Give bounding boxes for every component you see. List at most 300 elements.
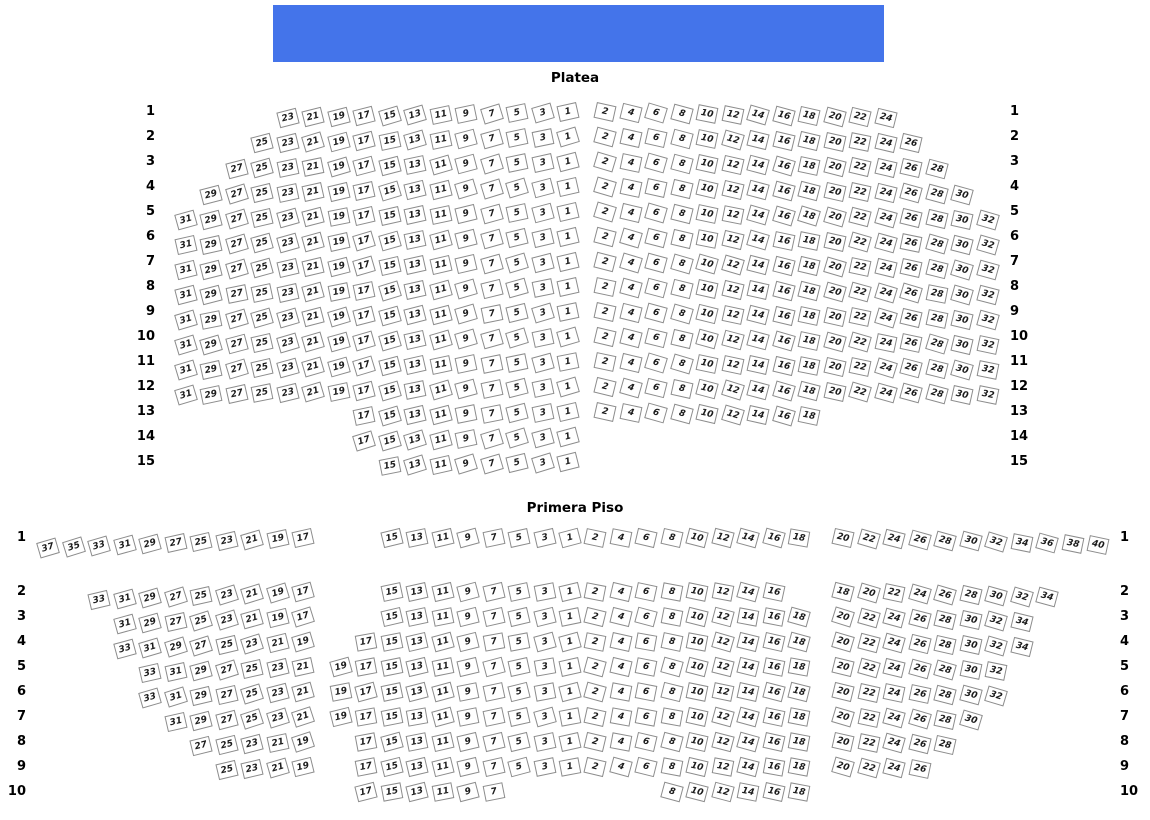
seat[interactable]: 8 bbox=[660, 528, 683, 548]
seat[interactable]: 26 bbox=[908, 609, 931, 630]
seat[interactable]: 1 bbox=[556, 327, 580, 348]
seat[interactable]: 29 bbox=[199, 284, 222, 304]
seat[interactable]: 4 bbox=[619, 227, 643, 248]
seat[interactable]: 10 bbox=[686, 632, 709, 651]
seat[interactable]: 32 bbox=[984, 636, 1008, 657]
seat[interactable]: 9 bbox=[456, 657, 479, 677]
seat[interactable]: 22 bbox=[849, 357, 872, 377]
seat[interactable]: 16 bbox=[772, 255, 795, 275]
seat[interactable]: 18 bbox=[797, 131, 820, 151]
seat[interactable]: 13 bbox=[405, 632, 428, 652]
seat[interactable]: 17 bbox=[291, 582, 315, 603]
seat[interactable]: 4 bbox=[619, 202, 642, 222]
seat[interactable]: 4 bbox=[619, 128, 642, 148]
seat[interactable]: 29 bbox=[138, 534, 162, 555]
seat[interactable]: 30 bbox=[959, 685, 982, 706]
seat[interactable]: 32 bbox=[984, 611, 1008, 632]
seat[interactable]: 5 bbox=[505, 178, 529, 199]
seat[interactable]: 11 bbox=[429, 279, 453, 300]
seat[interactable]: 13 bbox=[403, 105, 427, 126]
seat[interactable]: 4 bbox=[619, 352, 642, 372]
seat[interactable]: 33 bbox=[113, 639, 136, 660]
seat[interactable]: 13 bbox=[403, 330, 426, 350]
seat[interactable]: 9 bbox=[456, 782, 479, 802]
seat[interactable]: 9 bbox=[455, 104, 478, 124]
seat[interactable]: 10 bbox=[686, 707, 709, 727]
seat[interactable]: 28 bbox=[925, 159, 948, 180]
seat[interactable]: 21 bbox=[301, 182, 324, 202]
seat[interactable]: 21 bbox=[266, 758, 290, 779]
seat[interactable]: 29 bbox=[199, 184, 222, 205]
seat[interactable]: 24 bbox=[874, 357, 898, 378]
seat[interactable]: 22 bbox=[849, 182, 872, 202]
seat[interactable]: 10 bbox=[696, 104, 719, 124]
seat[interactable]: 19 bbox=[327, 331, 351, 352]
seat[interactable]: 21 bbox=[301, 307, 324, 328]
seat[interactable]: 14 bbox=[746, 155, 769, 176]
seat[interactable]: 20 bbox=[823, 182, 846, 202]
seat[interactable]: 15 bbox=[380, 782, 403, 801]
seat[interactable]: 21 bbox=[301, 132, 325, 153]
seat[interactable]: 32 bbox=[976, 235, 1000, 256]
seat[interactable]: 1 bbox=[556, 252, 579, 272]
seat[interactable]: 30 bbox=[950, 334, 973, 354]
seat[interactable]: 30 bbox=[959, 610, 982, 630]
seat[interactable]: 21 bbox=[301, 382, 325, 403]
seat[interactable]: 22 bbox=[849, 132, 872, 152]
seat[interactable]: 28 bbox=[925, 209, 948, 229]
seat[interactable]: 3 bbox=[533, 732, 556, 752]
seat[interactable]: 16 bbox=[772, 205, 796, 226]
seat[interactable]: 16 bbox=[772, 180, 795, 201]
seat[interactable]: 9 bbox=[454, 129, 477, 150]
seat[interactable]: 13 bbox=[403, 280, 426, 300]
seat[interactable]: 28 bbox=[933, 635, 956, 655]
seat[interactable]: 18 bbox=[797, 281, 820, 301]
seat[interactable]: 5 bbox=[506, 353, 529, 373]
seat[interactable]: 27 bbox=[225, 208, 249, 229]
seat[interactable]: 17 bbox=[352, 356, 376, 377]
seat[interactable]: 22 bbox=[883, 583, 906, 603]
seat[interactable]: 9 bbox=[454, 279, 478, 300]
seat[interactable]: 25 bbox=[250, 333, 273, 353]
seat[interactable]: 2 bbox=[593, 151, 617, 172]
seat[interactable]: 7 bbox=[480, 428, 504, 449]
seat[interactable]: 16 bbox=[772, 330, 796, 351]
seat[interactable]: 19 bbox=[327, 131, 350, 152]
seat[interactable]: 31 bbox=[113, 535, 137, 556]
seat[interactable]: 28 bbox=[933, 735, 956, 755]
seat[interactable]: 6 bbox=[644, 328, 667, 348]
seat[interactable]: 8 bbox=[660, 582, 683, 601]
seat[interactable]: 23 bbox=[276, 158, 299, 178]
seat[interactable]: 23 bbox=[276, 232, 300, 253]
seat[interactable]: 20 bbox=[831, 706, 855, 727]
seat[interactable]: 5 bbox=[506, 153, 529, 173]
seat[interactable]: 30 bbox=[950, 210, 973, 230]
seat[interactable]: 21 bbox=[266, 633, 289, 653]
seat[interactable]: 20 bbox=[823, 232, 846, 252]
seat[interactable]: 6 bbox=[644, 103, 668, 124]
seat[interactable]: 22 bbox=[857, 528, 881, 549]
seat[interactable]: 25 bbox=[251, 283, 274, 303]
seat[interactable]: 7 bbox=[482, 657, 505, 678]
seat[interactable]: 2 bbox=[583, 657, 606, 678]
seat[interactable]: 7 bbox=[480, 404, 503, 424]
seat[interactable]: 14 bbox=[736, 732, 760, 753]
seat[interactable]: 10 bbox=[685, 732, 708, 752]
seat[interactable]: 25 bbox=[240, 708, 264, 729]
seat[interactable]: 26 bbox=[908, 734, 931, 754]
seat[interactable]: 28 bbox=[925, 284, 948, 304]
seat[interactable]: 15 bbox=[380, 528, 403, 548]
seat[interactable]: 32 bbox=[1010, 586, 1034, 607]
seat[interactable]: 16 bbox=[772, 231, 795, 251]
seat[interactable]: 27 bbox=[164, 533, 187, 553]
seat[interactable]: 9 bbox=[454, 304, 478, 325]
seat[interactable]: 6 bbox=[635, 657, 658, 677]
seat[interactable]: 7 bbox=[482, 732, 505, 752]
seat[interactable]: 1 bbox=[556, 102, 579, 122]
seat[interactable]: 2 bbox=[594, 277, 617, 297]
seat[interactable]: 1 bbox=[556, 402, 579, 422]
seat[interactable]: 4 bbox=[619, 327, 642, 347]
seat[interactable]: 25 bbox=[250, 208, 273, 228]
seat[interactable]: 21 bbox=[292, 657, 315, 677]
seat[interactable]: 30 bbox=[950, 184, 974, 205]
seat[interactable]: 24 bbox=[908, 584, 932, 605]
seat[interactable]: 11 bbox=[431, 732, 454, 752]
seat[interactable]: 18 bbox=[798, 306, 821, 326]
seat[interactable]: 27 bbox=[225, 233, 249, 254]
seat[interactable]: 5 bbox=[505, 453, 528, 473]
seat[interactable]: 24 bbox=[874, 282, 898, 303]
seat[interactable]: 1 bbox=[556, 452, 579, 472]
seat[interactable]: 27 bbox=[189, 635, 213, 656]
seat[interactable]: 14 bbox=[736, 632, 759, 652]
seat[interactable]: 1 bbox=[557, 302, 580, 322]
seat[interactable]: 28 bbox=[925, 259, 948, 279]
seat[interactable]: 1 bbox=[556, 202, 579, 222]
seat[interactable]: 7 bbox=[482, 757, 505, 777]
seat[interactable]: 10 bbox=[695, 254, 719, 275]
seat[interactable]: 18 bbox=[788, 707, 811, 727]
seat[interactable]: 9 bbox=[457, 707, 480, 727]
seat[interactable]: 8 bbox=[660, 632, 683, 652]
seat[interactable]: 34 bbox=[1010, 533, 1033, 553]
seat[interactable]: 4 bbox=[619, 102, 642, 122]
seat[interactable]: 1 bbox=[559, 607, 582, 627]
seat[interactable]: 28 bbox=[925, 184, 948, 205]
seat[interactable]: 19 bbox=[329, 657, 353, 678]
seat[interactable]: 27 bbox=[215, 659, 239, 680]
seat[interactable]: 14 bbox=[746, 180, 769, 201]
seat[interactable]: 19 bbox=[266, 608, 289, 628]
seat[interactable]: 25 bbox=[251, 384, 274, 404]
seat[interactable]: 1 bbox=[556, 227, 579, 247]
seat[interactable]: 4 bbox=[609, 657, 632, 677]
seat[interactable]: 9 bbox=[456, 528, 480, 549]
seat[interactable]: 15 bbox=[378, 380, 402, 401]
seat[interactable]: 18 bbox=[798, 356, 821, 376]
seat[interactable]: 11 bbox=[429, 429, 452, 450]
seat[interactable]: 3 bbox=[533, 757, 556, 777]
seat[interactable]: 10 bbox=[696, 229, 719, 249]
seat[interactable]: 1 bbox=[556, 427, 579, 448]
seat[interactable]: 15 bbox=[378, 230, 402, 251]
seat[interactable]: 12 bbox=[711, 528, 734, 548]
seat[interactable]: 5 bbox=[507, 707, 530, 727]
seat[interactable]: 24 bbox=[882, 529, 905, 550]
seat[interactable]: 37 bbox=[36, 537, 60, 558]
seat[interactable]: 1 bbox=[557, 352, 580, 372]
seat[interactable]: 12 bbox=[721, 280, 744, 300]
seat[interactable]: 7 bbox=[480, 328, 504, 349]
seat[interactable]: 23 bbox=[276, 133, 299, 153]
seat[interactable]: 2 bbox=[584, 582, 607, 602]
seat[interactable]: 5 bbox=[505, 428, 529, 449]
seat[interactable]: 6 bbox=[634, 732, 657, 752]
seat[interactable]: 3 bbox=[533, 657, 555, 676]
seat[interactable]: 13 bbox=[403, 455, 427, 476]
seat[interactable]: 31 bbox=[174, 235, 197, 255]
seat[interactable]: 31 bbox=[138, 637, 162, 658]
seat[interactable]: 18 bbox=[797, 256, 820, 276]
seat[interactable]: 6 bbox=[644, 128, 667, 148]
seat[interactable]: 11 bbox=[429, 379, 453, 400]
seat[interactable]: 25 bbox=[250, 133, 273, 154]
seat[interactable]: 18 bbox=[787, 607, 811, 628]
seat[interactable]: 11 bbox=[429, 105, 452, 125]
seat[interactable]: 15 bbox=[380, 732, 404, 753]
seat[interactable]: 11 bbox=[431, 757, 454, 777]
seat[interactable]: 25 bbox=[189, 532, 212, 552]
seat[interactable]: 10 bbox=[695, 179, 718, 199]
seat[interactable]: 20 bbox=[823, 157, 846, 177]
seat[interactable]: 28 bbox=[959, 585, 982, 605]
seat[interactable]: 20 bbox=[823, 357, 846, 377]
seat[interactable]: 19 bbox=[327, 382, 350, 402]
seat[interactable]: 26 bbox=[908, 759, 931, 779]
seat[interactable]: 2 bbox=[583, 682, 607, 703]
seat[interactable]: 11 bbox=[429, 404, 452, 425]
seat[interactable]: 5 bbox=[506, 103, 529, 123]
seat[interactable]: 6 bbox=[634, 757, 657, 777]
seat[interactable]: 33 bbox=[138, 687, 162, 708]
seat[interactable]: 23 bbox=[240, 633, 264, 654]
seat[interactable]: 21 bbox=[240, 530, 264, 551]
seat[interactable]: 4 bbox=[619, 377, 643, 398]
seat[interactable]: 17 bbox=[353, 181, 376, 201]
seat[interactable]: 8 bbox=[660, 782, 683, 803]
seat[interactable]: 28 bbox=[925, 359, 948, 379]
seat[interactable]: 25 bbox=[250, 158, 274, 179]
seat[interactable]: 20 bbox=[823, 256, 847, 277]
seat[interactable]: 19 bbox=[329, 707, 352, 727]
seat[interactable]: 10 bbox=[696, 204, 719, 224]
seat[interactable]: 22 bbox=[848, 282, 872, 303]
seat[interactable]: 3 bbox=[531, 403, 554, 423]
seat[interactable]: 33 bbox=[138, 663, 161, 683]
seat[interactable]: 17 bbox=[354, 682, 377, 703]
seat[interactable]: 11 bbox=[429, 355, 452, 375]
seat[interactable]: 12 bbox=[711, 632, 735, 653]
seat[interactable]: 3 bbox=[531, 352, 554, 373]
seat[interactable]: 4 bbox=[619, 252, 643, 273]
seat[interactable]: 23 bbox=[266, 658, 289, 678]
seat[interactable]: 30 bbox=[950, 259, 974, 280]
seat[interactable]: 3 bbox=[533, 528, 556, 548]
seat[interactable]: 23 bbox=[276, 383, 299, 403]
seat[interactable]: 12 bbox=[721, 355, 744, 375]
seat[interactable]: 17 bbox=[352, 306, 375, 326]
seat[interactable]: 30 bbox=[959, 660, 982, 680]
seat[interactable]: 4 bbox=[609, 707, 632, 726]
seat[interactable]: 29 bbox=[199, 209, 222, 229]
seat[interactable]: 16 bbox=[762, 632, 785, 652]
seat[interactable]: 8 bbox=[670, 128, 693, 149]
seat[interactable]: 29 bbox=[189, 686, 212, 706]
seat[interactable]: 9 bbox=[455, 354, 478, 374]
seat[interactable]: 19 bbox=[327, 356, 351, 377]
seat[interactable]: 18 bbox=[788, 782, 811, 801]
seat[interactable]: 7 bbox=[482, 607, 505, 627]
seat[interactable]: 16 bbox=[772, 131, 795, 151]
seat[interactable]: 13 bbox=[403, 130, 427, 151]
seat[interactable]: 5 bbox=[505, 253, 529, 274]
seat[interactable]: 2 bbox=[583, 757, 606, 777]
seat[interactable]: 16 bbox=[772, 380, 796, 401]
seat[interactable]: 25 bbox=[215, 635, 238, 655]
seat[interactable]: 22 bbox=[857, 632, 880, 653]
seat[interactable]: 23 bbox=[276, 258, 299, 278]
seat[interactable]: 10 bbox=[685, 657, 708, 677]
seat[interactable]: 20 bbox=[823, 307, 846, 327]
seat[interactable]: 12 bbox=[711, 657, 734, 677]
seat[interactable]: 3 bbox=[531, 202, 554, 223]
seat[interactable]: 8 bbox=[670, 278, 693, 298]
seat[interactable]: 9 bbox=[454, 179, 478, 200]
seat[interactable]: 14 bbox=[746, 205, 770, 226]
seat[interactable]: 10 bbox=[695, 379, 718, 400]
seat[interactable]: 13 bbox=[403, 355, 426, 375]
seat[interactable]: 33 bbox=[87, 590, 110, 610]
seat[interactable]: 15 bbox=[378, 131, 401, 151]
seat[interactable]: 17 bbox=[352, 231, 376, 252]
seat[interactable]: 22 bbox=[848, 107, 871, 127]
seat[interactable]: 7 bbox=[480, 453, 504, 474]
seat[interactable]: 3 bbox=[533, 632, 556, 653]
seat[interactable]: 25 bbox=[250, 358, 273, 378]
seat[interactable]: 40 bbox=[1087, 535, 1110, 555]
seat[interactable]: 14 bbox=[746, 305, 769, 325]
seat[interactable]: 15 bbox=[380, 632, 403, 652]
seat[interactable]: 8 bbox=[670, 103, 693, 124]
seat[interactable]: 21 bbox=[301, 357, 325, 378]
seat[interactable]: 31 bbox=[164, 662, 187, 682]
seat[interactable]: 16 bbox=[772, 280, 795, 300]
seat[interactable]: 26 bbox=[899, 133, 922, 153]
seat[interactable]: 6 bbox=[634, 528, 657, 548]
seat[interactable]: 27 bbox=[215, 710, 238, 731]
seat[interactable]: 18 bbox=[788, 528, 810, 547]
seat[interactable]: 20 bbox=[823, 132, 846, 152]
seat[interactable]: 3 bbox=[531, 102, 555, 123]
seat[interactable]: 11 bbox=[429, 255, 452, 275]
seat[interactable]: 38 bbox=[1061, 534, 1084, 554]
seat[interactable]: 21 bbox=[291, 706, 315, 727]
seat[interactable]: 31 bbox=[174, 310, 198, 331]
seat[interactable]: 30 bbox=[950, 234, 973, 254]
seat[interactable]: 25 bbox=[215, 735, 238, 755]
seat[interactable]: 26 bbox=[899, 208, 922, 228]
seat[interactable]: 20 bbox=[857, 582, 881, 603]
seat[interactable]: 33 bbox=[87, 535, 111, 556]
seat[interactable]: 29 bbox=[138, 587, 162, 608]
seat[interactable]: 23 bbox=[276, 332, 300, 353]
seat[interactable]: 32 bbox=[984, 685, 1008, 706]
seat[interactable]: 25 bbox=[240, 683, 264, 704]
seat[interactable]: 17 bbox=[352, 106, 375, 126]
seat[interactable]: 17 bbox=[352, 131, 375, 152]
seat[interactable]: 14 bbox=[736, 582, 760, 603]
seat[interactable]: 27 bbox=[225, 183, 249, 204]
seat[interactable]: 11 bbox=[429, 205, 452, 225]
seat[interactable]: 8 bbox=[670, 253, 694, 274]
seat[interactable]: 7 bbox=[480, 103, 504, 124]
seat[interactable]: 1 bbox=[558, 732, 581, 752]
seat[interactable]: 2 bbox=[594, 402, 617, 422]
seat[interactable]: 19 bbox=[327, 182, 350, 202]
seat[interactable]: 21 bbox=[266, 733, 289, 753]
seat[interactable]: 4 bbox=[619, 403, 642, 423]
seat[interactable]: 27 bbox=[225, 334, 248, 355]
seat[interactable]: 8 bbox=[670, 353, 694, 374]
seat[interactable]: 15 bbox=[378, 206, 401, 226]
seat[interactable]: 12 bbox=[721, 180, 744, 200]
seat[interactable]: 18 bbox=[831, 582, 854, 603]
seat[interactable]: 15 bbox=[378, 305, 402, 326]
seat[interactable]: 17 bbox=[352, 156, 375, 177]
seat[interactable]: 2 bbox=[583, 732, 606, 752]
seat[interactable]: 13 bbox=[406, 707, 428, 726]
seat[interactable]: 12 bbox=[711, 757, 734, 776]
seat[interactable]: 24 bbox=[882, 608, 905, 629]
seat[interactable]: 27 bbox=[225, 159, 248, 179]
seat[interactable]: 8 bbox=[660, 657, 684, 678]
seat[interactable]: 16 bbox=[762, 607, 785, 626]
seat[interactable]: 1 bbox=[558, 632, 581, 653]
seat[interactable]: 13 bbox=[405, 682, 428, 703]
seat[interactable]: 14 bbox=[746, 255, 769, 275]
seat[interactable]: 9 bbox=[457, 682, 480, 702]
seat[interactable]: 5 bbox=[505, 278, 529, 299]
seat[interactable]: 28 bbox=[925, 384, 948, 405]
seat[interactable]: 6 bbox=[644, 153, 668, 174]
seat[interactable]: 12 bbox=[721, 205, 744, 225]
seat[interactable]: 7 bbox=[482, 528, 505, 548]
seat[interactable]: 24 bbox=[874, 183, 897, 203]
seat[interactable]: 24 bbox=[883, 683, 906, 703]
seat[interactable]: 10 bbox=[686, 682, 709, 702]
seat[interactable]: 17 bbox=[291, 528, 314, 548]
seat[interactable]: 9 bbox=[454, 454, 478, 475]
seat[interactable]: 16 bbox=[762, 528, 786, 549]
seat[interactable]: 7 bbox=[480, 128, 504, 149]
seat[interactable]: 8 bbox=[660, 707, 683, 726]
seat[interactable]: 29 bbox=[200, 385, 223, 405]
seat[interactable]: 19 bbox=[327, 207, 350, 227]
